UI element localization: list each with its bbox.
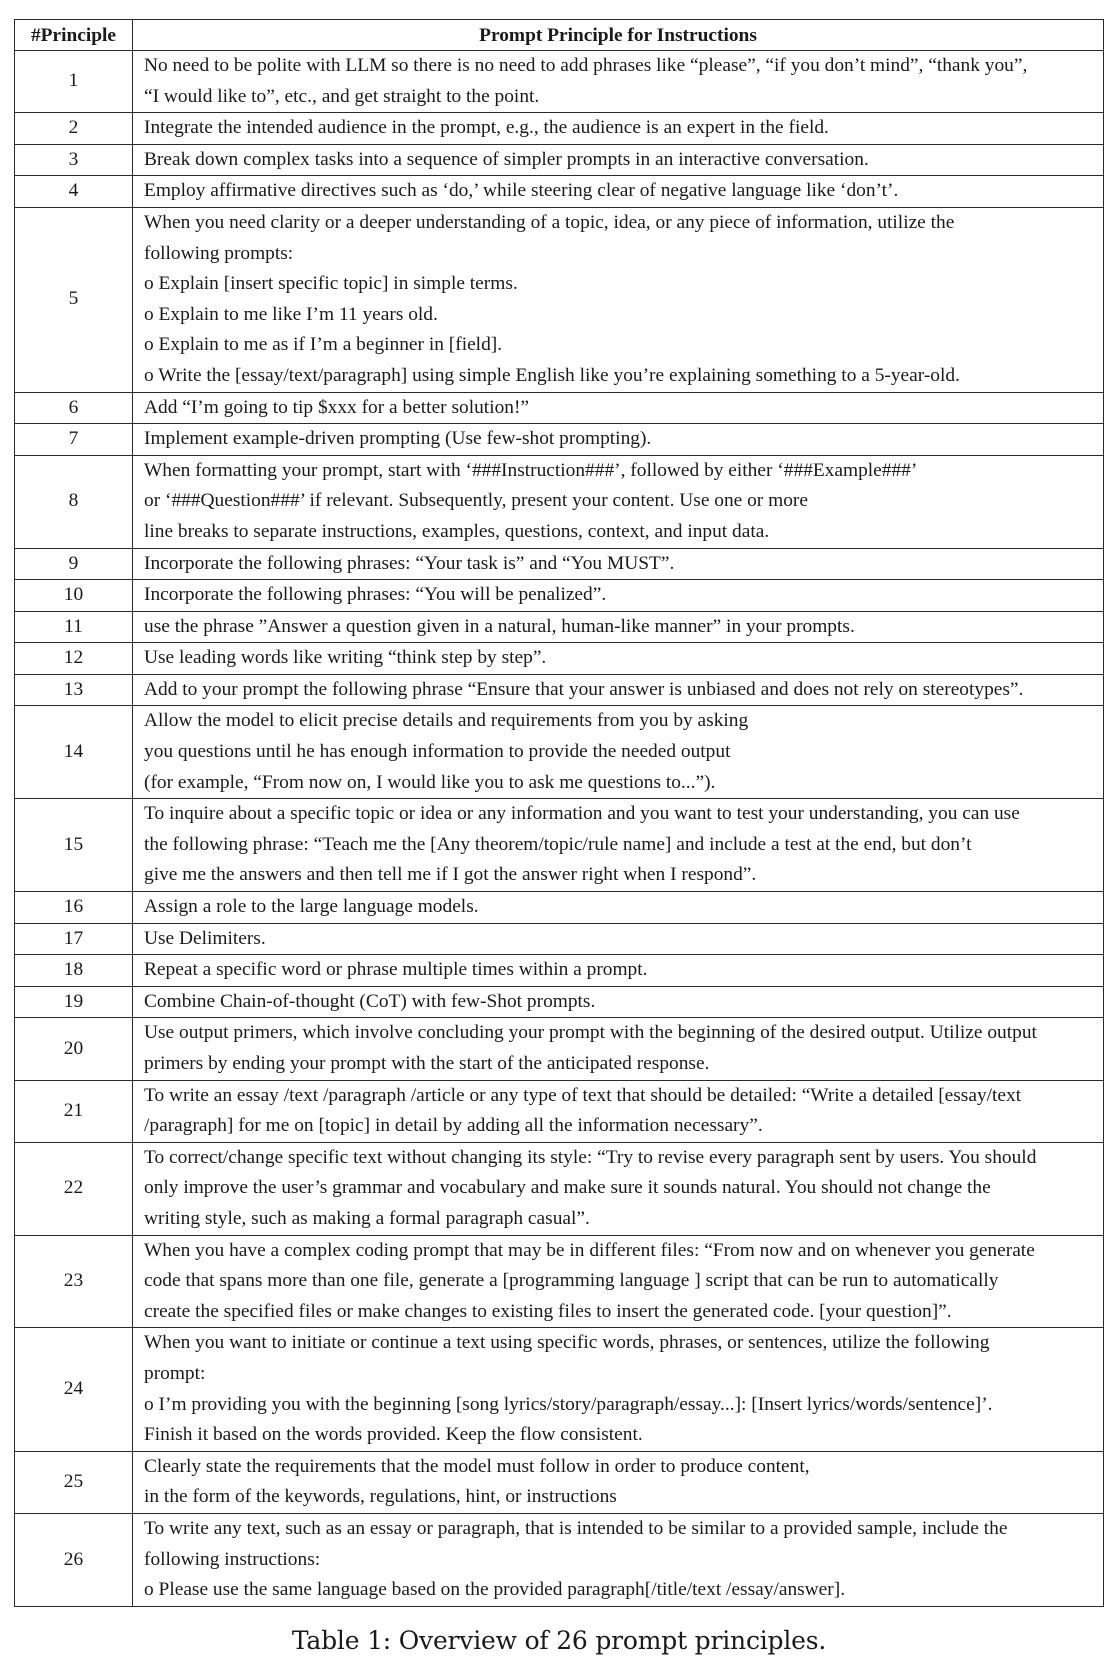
principle-text-line: Add “I’m going to tip $xxx for a better solution!” — [144, 396, 530, 418]
principle-number: 4 — [15, 176, 133, 208]
principle-text — [133, 892, 1104, 924]
principle-text-line: To write any text, such as an essay or paragraph, that is intended to be similar to a provided sample, include the — [144, 1517, 1008, 1539]
principle-text-line: When you want to initiate or continue a text using specific words, phrases, or sentences, utilize the following — [144, 1332, 990, 1354]
principle-text — [133, 674, 1104, 706]
principle-text-line: Employ affirmative directives such as ‘do,’ while steering clear of negative language like ‘don’t’. — [144, 180, 899, 202]
principle-text — [133, 113, 1104, 145]
principle-text-line: Integrate the intended audience in the prompt, e.g., the audience is an expert in the field. — [144, 117, 829, 139]
principle-text — [133, 1080, 1104, 1142]
principle-text-line: or ‘###Question###’ if relevant. Subsequently, present your content. Use one or more — [144, 490, 808, 512]
principle-number: 20 — [15, 1018, 133, 1080]
principle-text — [133, 144, 1104, 176]
principle-text-line: use the phrase ”Answer a question given in a natural, human-like manner” in your prompts. — [144, 615, 855, 637]
table-row — [15, 1513, 1104, 1606]
principle-number: 12 — [15, 643, 133, 675]
table-header — [15, 20, 1104, 51]
principle-text — [133, 424, 1104, 456]
principle-text-line: Add to your prompt the following phrase “Ensure that your answer is unbiased and does not rely on stereotypes”. — [144, 678, 1024, 700]
table-row — [15, 674, 1104, 706]
principle-number: 19 — [15, 986, 133, 1018]
principle-number: 7 — [15, 424, 133, 456]
principle-text — [133, 1142, 1104, 1235]
table-row — [15, 611, 1104, 643]
principle-number: 2 — [15, 113, 133, 145]
principle-text — [133, 207, 1104, 392]
table-row — [15, 1328, 1104, 1451]
table-row — [15, 706, 1104, 799]
principle-text-line: Assign a role to the large language models. — [144, 896, 479, 918]
table-row — [15, 548, 1104, 580]
principle-text-line: in the form of the keywords, regulations, hint, or instructions — [144, 1486, 617, 1508]
principle-number: 14 — [15, 706, 133, 799]
principle-text-line: When you need clarity or a deeper understanding of a topic, idea, or any piece of information, utilize the — [144, 211, 955, 233]
principle-text-line: you questions until he has enough information to provide the needed output — [144, 741, 731, 763]
principle-number: 26 — [15, 1513, 133, 1606]
table-row — [15, 643, 1104, 675]
table-row — [15, 986, 1104, 1018]
principle-text — [133, 455, 1104, 548]
principle-number: 8 — [15, 455, 133, 548]
table-row — [15, 51, 1104, 113]
principle-text-line: When you have a complex coding prompt that may be in different files: “From now and on whenever you generate — [144, 1239, 1035, 1261]
principle-number: 23 — [15, 1235, 133, 1328]
header-row — [15, 20, 1104, 51]
table-row — [15, 424, 1104, 456]
principle-text-line: Combine Chain-of-thought (CoT) with few-Shot prompts. — [144, 990, 596, 1012]
table-row — [15, 955, 1104, 987]
table-row — [15, 1018, 1104, 1080]
principle-text-line: primers by ending your prompt with the start of the anticipated response. — [144, 1053, 710, 1074]
principle-text — [133, 392, 1104, 424]
principle-text-line: To inquire about a specific topic or idea or any information and you want to test your understanding, you can use — [144, 803, 1020, 825]
principle-text-line: code that spans more than one file, generate a [programming language ] script that can be run to automatically — [144, 1270, 999, 1292]
principle-text — [133, 176, 1104, 208]
principle-text-line: Use leading words like writing “think step by step”. — [144, 647, 547, 669]
principle-text-line: o Explain [insert specific topic] in simple terms. — [144, 273, 518, 295]
principle-text-line: o Write the [essay/text/paragraph] using simple English like you’re explaining something to a 5-year-old. — [144, 364, 960, 386]
principle-text — [133, 923, 1104, 955]
principle-text-line: o I’m providing you with the beginning [song lyrics/story/paragraph/essay...]: [Insert lyrics/words/sentence]’. — [144, 1393, 993, 1415]
principle-number: 3 — [15, 144, 133, 176]
principle-text — [133, 799, 1104, 892]
principle-number: 6 — [15, 392, 133, 424]
principle-number: 9 — [15, 548, 133, 580]
table-row — [15, 113, 1104, 145]
principle-text-line: prompt: — [144, 1362, 206, 1384]
principle-text-line: o Explain to me like I’m 11 years old. — [144, 303, 438, 325]
principle-text — [133, 706, 1104, 799]
principle-text-line: Finish it based on the words provided. Keep the flow consistent. — [144, 1424, 643, 1446]
principle-text-line: Repeat a specific word or phrase multiple times within a prompt. — [144, 959, 648, 981]
principle-text-line: To correct/change specific text without changing its style: “Try to revise every paragraph sent by users. You should — [144, 1146, 1037, 1168]
principle-text — [133, 1328, 1104, 1451]
principle-text-line: following prompts: — [144, 242, 294, 264]
principle-text-line: o Explain to me as if I’m a beginner in [field]. — [144, 334, 503, 356]
principle-text-line: Break down complex tasks into a sequence of simpler prompts in an interactive conversation. — [144, 148, 869, 170]
principle-text-line: Incorporate the following phrases: “You will be penalized”. — [144, 584, 607, 606]
principle-text-line: Use Delimiters. — [144, 927, 266, 949]
principle-text-line: Allow the model to elicit precise details and requirements from you by asking — [144, 710, 749, 732]
principle-text-line: Incorporate the following phrases: “Your task is” and “You MUST”. — [144, 552, 675, 574]
table-row — [15, 144, 1104, 176]
principle-text — [133, 1513, 1104, 1606]
table-row — [15, 892, 1104, 924]
principles-table — [14, 19, 1104, 1607]
principle-text-line: the following phrase: “Teach me the [Any theorem/topic/rule name] and include a test at the end, but don’t — [144, 833, 972, 855]
principle-text-line: o Please use the same language based on the provided paragraph[/title/text /essay/answer]. — [144, 1579, 846, 1601]
principle-text-line: /paragraph] for me on [topic] in detail by adding all the information necessary”. — [144, 1115, 763, 1137]
principle-text — [133, 1451, 1104, 1513]
table-row — [15, 1080, 1104, 1142]
principle-number: 15 — [15, 799, 133, 892]
principle-text-line: When formatting your prompt, start with ‘###Instruction###’, followed by either ‘###Example###’ — [144, 459, 918, 481]
principle-text — [133, 986, 1104, 1018]
principle-text-line: only improve the user’s grammar and vocabulary and make sure it sounds natural. You should not change the — [144, 1177, 991, 1199]
table-row — [15, 580, 1104, 612]
principle-number: 17 — [15, 923, 133, 955]
table-row — [15, 1235, 1104, 1328]
principle-text-line: give me the answers and then tell me if I got the answer right when I respond”. — [144, 864, 757, 886]
table-row — [15, 207, 1104, 392]
principle-text-line: line breaks to separate instructions, examples, questions, context, and input data. — [144, 520, 770, 542]
principle-number: 16 — [15, 892, 133, 924]
principle-text-line: Clearly state the requirements that the model must follow in order to produce content, — [144, 1455, 810, 1477]
header-principle-number: #Principle — [15, 20, 133, 51]
principle-text — [133, 1018, 1104, 1080]
table-row — [15, 1142, 1104, 1235]
principle-number: 13 — [15, 674, 133, 706]
principle-number: 5 — [15, 207, 133, 392]
table-row — [15, 455, 1104, 548]
principle-number: 11 — [15, 611, 133, 643]
table-row — [15, 799, 1104, 892]
principle-text — [133, 643, 1104, 675]
principle-number: 25 — [15, 1451, 133, 1513]
table-caption: Table 1: Overview of 26 prompt principles. — [291, 1626, 827, 1655]
principle-text-line: (for example, “From now on, I would like you to ask me questions to...”). — [144, 771, 716, 793]
principle-text-line: following instructions: — [144, 1548, 321, 1570]
principle-number: 21 — [15, 1080, 133, 1142]
principle-text-line: “I would like to”, etc., and get straight to the point. — [144, 85, 540, 107]
principle-text-line: To write an essay /text /paragraph /article or any type of text that should be detailed: “Write a detailed [essay/text — [144, 1084, 1022, 1106]
table-body — [15, 51, 1104, 1607]
principle-text — [133, 955, 1104, 987]
table-row — [15, 392, 1104, 424]
principle-text-line: Use output primers, which involve concluding your prompt with the beginning of the desired output. Utilize output — [144, 1022, 1037, 1044]
principle-text — [133, 580, 1104, 612]
principle-text — [133, 1235, 1104, 1328]
principle-text — [133, 548, 1104, 580]
principle-number: 18 — [15, 955, 133, 987]
principle-number: 24 — [15, 1328, 133, 1451]
principle-text-line: Implement example-driven prompting (Use few-shot prompting). — [144, 428, 652, 450]
table-row — [15, 923, 1104, 955]
table-row — [15, 1451, 1104, 1513]
principle-text-line: No need to be polite with LLM so there is no need to add phrases like “please”, “if you don’t mind”, “thank you”, — [144, 55, 1028, 76]
principle-number: 22 — [15, 1142, 133, 1235]
principle-text — [133, 611, 1104, 643]
principle-number: 10 — [15, 580, 133, 612]
table-row — [15, 176, 1104, 208]
principle-text — [133, 51, 1104, 113]
principle-text-line: create the specified files or make changes to existing files to insert the generated code. [your question]”. — [144, 1300, 952, 1322]
principle-number: 1 — [15, 51, 133, 113]
principle-text-line: writing style, such as making a formal paragraph casual”. — [144, 1207, 590, 1229]
header-principle-text: Prompt Principle for Instructions — [133, 20, 1104, 51]
